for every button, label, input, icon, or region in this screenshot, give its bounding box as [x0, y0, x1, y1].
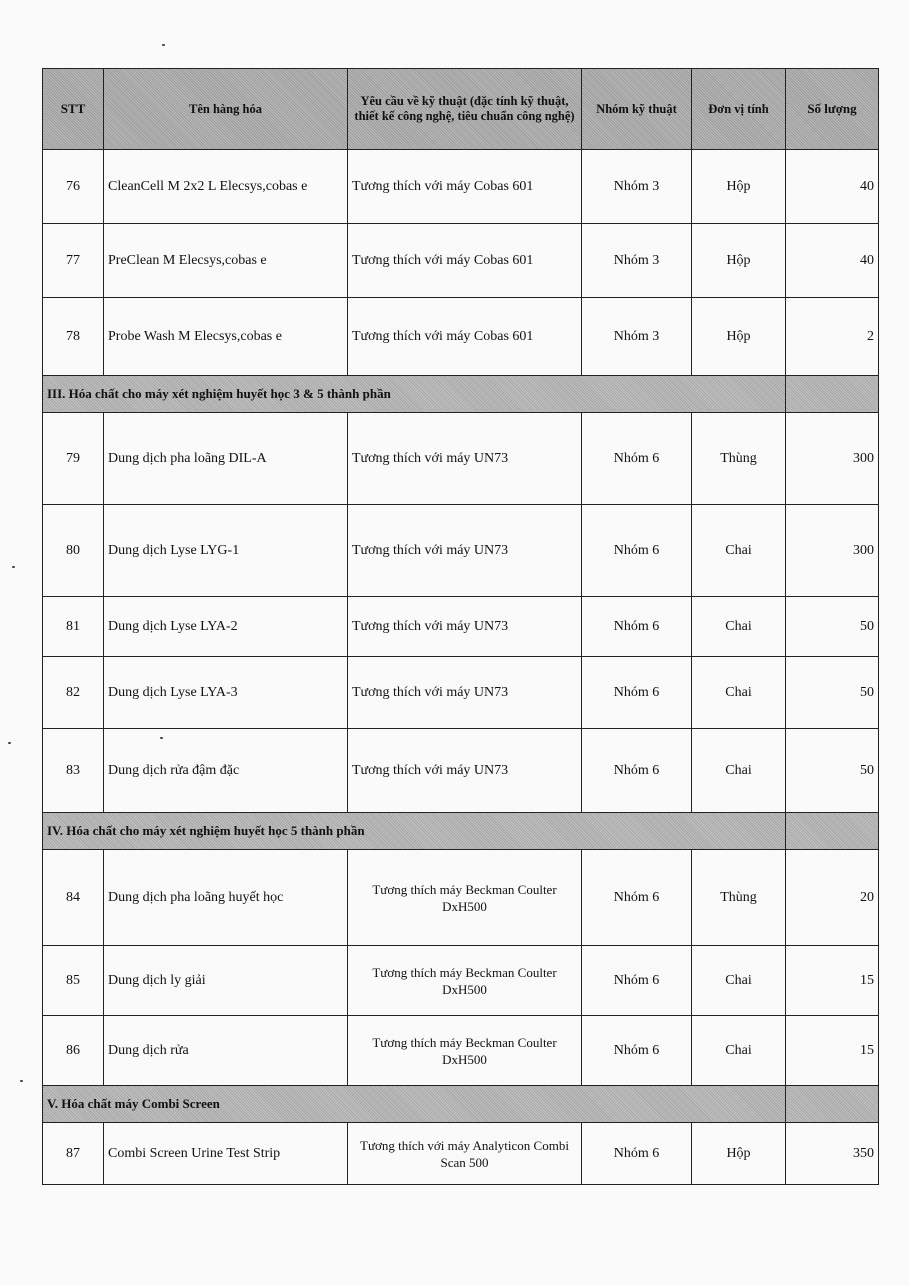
cell-requirement: Tương thích với máy UN73 [348, 413, 582, 505]
cell-group: Nhóm 6 [582, 505, 692, 597]
cell-quantity: 20 [786, 850, 879, 946]
table-row [43, 413, 879, 505]
section-header-row [43, 813, 879, 850]
cell-stt: 77 [43, 224, 104, 298]
section-header-row [43, 376, 879, 413]
cell-unit: Chai [692, 729, 786, 813]
cell-requirement: Tương thích máy Beckman Coulter DxH500 [348, 1016, 582, 1086]
cell-unit: Thùng [692, 413, 786, 505]
cell-name: Dung dịch rửa đậm đặc [104, 729, 348, 813]
scan-speck [8, 742, 11, 744]
header-stt: STT [43, 69, 104, 150]
cell-group: Nhóm 6 [582, 597, 692, 657]
scan-speck [162, 44, 165, 46]
cell-stt: 86 [43, 1016, 104, 1086]
table-row [43, 850, 879, 946]
cell-quantity: 50 [786, 597, 879, 657]
table-row [43, 729, 879, 813]
cell-requirement: Tương thích với máy Cobas 601 [348, 298, 582, 376]
cell-group: Nhóm 6 [582, 657, 692, 729]
cell-quantity: 50 [786, 657, 879, 729]
table-row [43, 946, 879, 1016]
scan-speck [12, 566, 15, 568]
cell-stt: 78 [43, 298, 104, 376]
section-empty-cell [786, 1086, 879, 1123]
table-row [43, 298, 879, 376]
cell-requirement: Tương thích với máy UN73 [348, 597, 582, 657]
header-name: Tên hàng hóa [104, 69, 348, 150]
cell-name: CleanCell M 2x2 L Elecsys,cobas e [104, 150, 348, 224]
cell-unit: Hộp [692, 298, 786, 376]
cell-name: PreClean M Elecsys,cobas e [104, 224, 348, 298]
cell-quantity: 350 [786, 1123, 879, 1185]
cell-requirement: Tương thích với máy UN73 [348, 729, 582, 813]
cell-requirement: Tương thích với máy UN73 [348, 505, 582, 597]
table-row [43, 224, 879, 298]
cell-stt: 80 [43, 505, 104, 597]
cell-stt: 79 [43, 413, 104, 505]
procurement-table [42, 68, 879, 1185]
cell-name: Dung dịch ly giải [104, 946, 348, 1016]
section-title: IV. Hóa chất cho máy xét nghiệm huyết học 5 thành phần [43, 813, 786, 850]
section-empty-cell [786, 376, 879, 413]
cell-name: Dung dịch pha loãng huyết học [104, 850, 348, 946]
cell-unit: Hộp [692, 224, 786, 298]
cell-quantity: 15 [786, 1016, 879, 1086]
table-row [43, 1016, 879, 1086]
section-title: V. Hóa chất máy Combi Screen [43, 1086, 786, 1123]
cell-group: Nhóm 6 [582, 413, 692, 505]
cell-requirement: Tương thích với máy Cobas 601 [348, 224, 582, 298]
cell-group: Nhóm 6 [582, 946, 692, 1016]
cell-stt: 82 [43, 657, 104, 729]
cell-unit: Hộp [692, 150, 786, 224]
cell-name: Dung dịch Lyse LYA-3 [104, 657, 348, 729]
table-header-row [43, 69, 879, 150]
cell-quantity: 40 [786, 150, 879, 224]
cell-unit: Chai [692, 505, 786, 597]
cell-unit: Thùng [692, 850, 786, 946]
cell-stt: 84 [43, 850, 104, 946]
header-requirement: Yêu cầu về kỹ thuật (đặc tính kỹ thuật, thiết kế công nghệ, tiêu chuẩn công nghệ) [348, 69, 582, 150]
table-row [43, 150, 879, 224]
cell-group: Nhóm 3 [582, 298, 692, 376]
header-quantity: Số lượng [786, 69, 879, 150]
header-unit: Đơn vị tính [692, 69, 786, 150]
cell-requirement: Tương thích với máy Analyticon Combi Scan 500 [348, 1123, 582, 1185]
cell-unit: Chai [692, 597, 786, 657]
cell-group: Nhóm 6 [582, 1123, 692, 1185]
cell-stt: 87 [43, 1123, 104, 1185]
scan-speck [20, 1080, 23, 1082]
cell-group: Nhóm 6 [582, 729, 692, 813]
cell-stt: 85 [43, 946, 104, 1016]
cell-quantity: 300 [786, 413, 879, 505]
header-group: Nhóm kỹ thuật [582, 69, 692, 150]
cell-name: Dung dịch rửa [104, 1016, 348, 1086]
cell-unit: Chai [692, 946, 786, 1016]
cell-stt: 81 [43, 597, 104, 657]
cell-requirement: Tương thích máy Beckman Coulter DxH500 [348, 946, 582, 1016]
section-empty-cell [786, 813, 879, 850]
cell-quantity: 15 [786, 946, 879, 1016]
cell-group: Nhóm 3 [582, 224, 692, 298]
cell-stt: 83 [43, 729, 104, 813]
cell-name: Dung dịch Lyse LYG-1 [104, 505, 348, 597]
table-row [43, 505, 879, 597]
cell-group: Nhóm 6 [582, 1016, 692, 1086]
cell-quantity: 50 [786, 729, 879, 813]
cell-unit: Chai [692, 657, 786, 729]
cell-requirement: Tương thích máy Beckman Coulter DxH500 [348, 850, 582, 946]
cell-unit: Hộp [692, 1123, 786, 1185]
table-row [43, 657, 879, 729]
cell-quantity: 40 [786, 224, 879, 298]
cell-name: Dung dịch Lyse LYA-2 [104, 597, 348, 657]
cell-requirement: Tương thích với máy UN73 [348, 657, 582, 729]
cell-name: Dung dịch pha loãng DIL-A [104, 413, 348, 505]
cell-group: Nhóm 6 [582, 850, 692, 946]
cell-quantity: 2 [786, 298, 879, 376]
cell-unit: Chai [692, 1016, 786, 1086]
cell-requirement: Tương thích với máy Cobas 601 [348, 150, 582, 224]
section-header-row [43, 1086, 879, 1123]
cell-name: Probe Wash M Elecsys,cobas e [104, 298, 348, 376]
section-title: III. Hóa chất cho máy xét nghiệm huyết học 3 & 5 thành phần [43, 376, 786, 413]
cell-quantity: 300 [786, 505, 879, 597]
scan-speck [160, 737, 163, 739]
table-row [43, 597, 879, 657]
cell-group: Nhóm 3 [582, 150, 692, 224]
cell-name: Combi Screen Urine Test Strip [104, 1123, 348, 1185]
table-row [43, 1123, 879, 1185]
cell-stt: 76 [43, 150, 104, 224]
